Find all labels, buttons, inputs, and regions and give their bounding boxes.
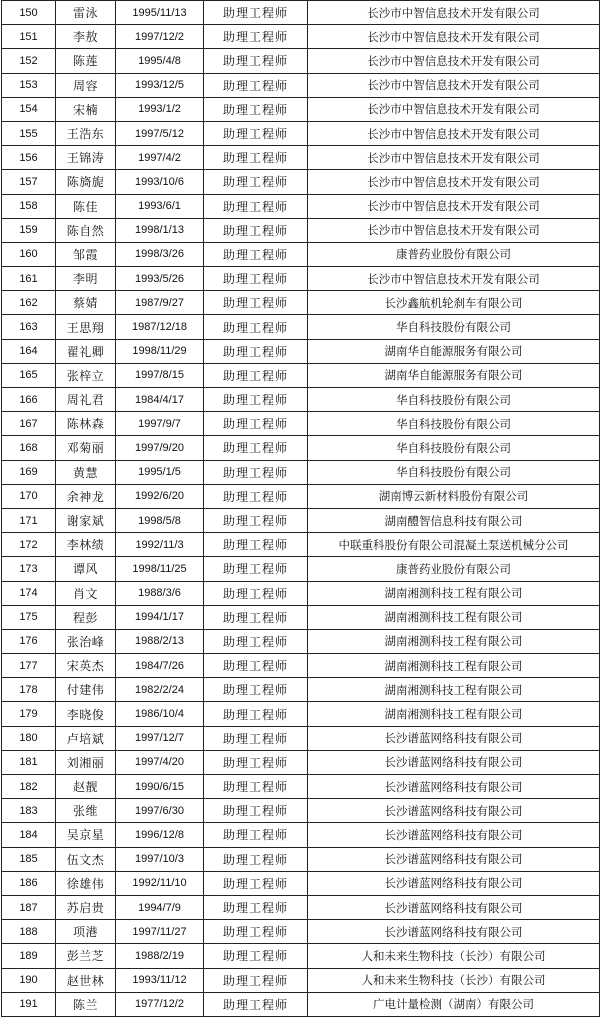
table-row: [2, 242, 600, 266]
birth-date: 1995/11/13: [116, 1, 204, 25]
company-name: 长沙谱蓝网络科技有限公司: [308, 871, 600, 895]
birth-date: 1995/1/5: [116, 460, 204, 484]
table-row: [2, 315, 600, 339]
table-row: [2, 291, 600, 315]
person-name: 苏启贵: [56, 895, 116, 919]
table-row: [2, 218, 600, 242]
row-number: 185: [2, 847, 56, 871]
birth-date: 1992/11/3: [116, 533, 204, 557]
table-row: [2, 823, 600, 847]
personnel-table: [1, 0, 600, 1017]
row-number: 159: [2, 218, 56, 242]
company-name: 华自科技股份有限公司: [308, 460, 600, 484]
job-title: 助理工程师: [204, 363, 308, 387]
job-title: 助理工程师: [204, 895, 308, 919]
person-name: 余神龙: [56, 484, 116, 508]
row-number: 150: [2, 1, 56, 25]
table-row: [2, 750, 600, 774]
table-row: [2, 49, 600, 73]
person-name: 翟礼卿: [56, 339, 116, 363]
birth-date: 1993/1/2: [116, 97, 204, 121]
table-row: [2, 146, 600, 170]
company-name: 长沙市中智信息技术开发有限公司: [308, 73, 600, 97]
birth-date: 1997/4/2: [116, 146, 204, 170]
person-name: 蔡婧: [56, 291, 116, 315]
birth-date: 1984/4/17: [116, 388, 204, 412]
job-title: 助理工程师: [204, 678, 308, 702]
company-name: 人和未来生物科技（长沙）有限公司: [308, 944, 600, 968]
company-name: 湖南华自能源服务有限公司: [308, 363, 600, 387]
birth-date: 1992/11/10: [116, 871, 204, 895]
table-row: [2, 702, 600, 726]
job-title: 助理工程师: [204, 436, 308, 460]
job-title: 助理工程师: [204, 702, 308, 726]
person-name: 李敖: [56, 25, 116, 49]
row-number: 151: [2, 25, 56, 49]
row-number: 173: [2, 557, 56, 581]
job-title: 助理工程师: [204, 25, 308, 49]
row-number: 153: [2, 73, 56, 97]
job-title: 助理工程师: [204, 97, 308, 121]
row-number: 164: [2, 339, 56, 363]
company-name: 湖南湘测科技工程有限公司: [308, 702, 600, 726]
row-number: 191: [2, 992, 56, 1016]
row-number: 176: [2, 629, 56, 653]
job-title: 助理工程师: [204, 508, 308, 532]
person-name: 肖文: [56, 581, 116, 605]
job-title: 助理工程师: [204, 146, 308, 170]
row-number: 162: [2, 291, 56, 315]
company-name: 华自科技股份有限公司: [308, 388, 600, 412]
table-row: [2, 508, 600, 532]
birth-date: 1993/11/12: [116, 968, 204, 992]
person-name: 伍文杰: [56, 847, 116, 871]
table-row: [2, 484, 600, 508]
person-name: 王思翔: [56, 315, 116, 339]
table-row: [2, 25, 600, 49]
table-row: [2, 460, 600, 484]
person-name: 陈林森: [56, 412, 116, 436]
company-name: 康普药业股份有限公司: [308, 557, 600, 581]
person-name: 吴京星: [56, 823, 116, 847]
person-name: 李晓俊: [56, 702, 116, 726]
table-row: [2, 170, 600, 194]
table-row: [2, 363, 600, 387]
job-title: 助理工程师: [204, 49, 308, 73]
job-title: 助理工程师: [204, 920, 308, 944]
row-number: 189: [2, 944, 56, 968]
person-name: 赵靓: [56, 775, 116, 799]
company-name: 华自科技股份有限公司: [308, 412, 600, 436]
birth-date: 1988/2/19: [116, 944, 204, 968]
table-row: [2, 557, 600, 581]
company-name: 人和未来生物科技（长沙）有限公司: [308, 968, 600, 992]
company-name: 长沙谱蓝网络科技有限公司: [308, 847, 600, 871]
birth-date: 1993/5/26: [116, 267, 204, 291]
row-number: 161: [2, 267, 56, 291]
company-name: 长沙市中智信息技术开发有限公司: [308, 218, 600, 242]
company-name: 华自科技股份有限公司: [308, 315, 600, 339]
table-row: [2, 339, 600, 363]
person-name: 周礼君: [56, 388, 116, 412]
job-title: 助理工程师: [204, 242, 308, 266]
company-name: 长沙市中智信息技术开发有限公司: [308, 267, 600, 291]
birth-date: 1997/6/30: [116, 799, 204, 823]
person-name: 陈莲: [56, 49, 116, 73]
birth-date: 1997/12/7: [116, 726, 204, 750]
birth-date: 1997/11/27: [116, 920, 204, 944]
birth-date: 1995/4/8: [116, 49, 204, 73]
company-name: 湖南湘测科技工程有限公司: [308, 678, 600, 702]
job-title: 助理工程师: [204, 194, 308, 218]
company-name: 长沙市中智信息技术开发有限公司: [308, 1, 600, 25]
birth-date: 1997/4/20: [116, 750, 204, 774]
job-title: 助理工程师: [204, 315, 308, 339]
row-number: 156: [2, 146, 56, 170]
birth-date: 1993/6/1: [116, 194, 204, 218]
birth-date: 1997/9/7: [116, 412, 204, 436]
table-row: [2, 1, 600, 25]
birth-date: 1984/7/26: [116, 654, 204, 678]
job-title: 助理工程师: [204, 992, 308, 1016]
job-title: 助理工程师: [204, 388, 308, 412]
row-number: 188: [2, 920, 56, 944]
row-number: 177: [2, 654, 56, 678]
table-row: [2, 388, 600, 412]
person-name: 陈旖旎: [56, 170, 116, 194]
job-title: 助理工程师: [204, 823, 308, 847]
job-title: 助理工程师: [204, 944, 308, 968]
row-number: 170: [2, 484, 56, 508]
person-name: 张治峰: [56, 629, 116, 653]
person-name: 邹霞: [56, 242, 116, 266]
birth-date: 1987/12/18: [116, 315, 204, 339]
person-name: 李林绩: [56, 533, 116, 557]
job-title: 助理工程师: [204, 412, 308, 436]
person-name: 项港: [56, 920, 116, 944]
row-number: 184: [2, 823, 56, 847]
company-name: 长沙市中智信息技术开发有限公司: [308, 170, 600, 194]
company-name: 湖南湘测科技工程有限公司: [308, 629, 600, 653]
row-number: 187: [2, 895, 56, 919]
birth-date: 1988/2/13: [116, 629, 204, 653]
birth-date: 1986/10/4: [116, 702, 204, 726]
job-title: 助理工程师: [204, 460, 308, 484]
job-title: 助理工程师: [204, 750, 308, 774]
person-name: 徐雄伟: [56, 871, 116, 895]
birth-date: 1998/11/29: [116, 339, 204, 363]
person-name: 陈兰: [56, 992, 116, 1016]
birth-date: 1997/9/20: [116, 436, 204, 460]
company-name: 长沙市中智信息技术开发有限公司: [308, 146, 600, 170]
job-title: 助理工程师: [204, 218, 308, 242]
row-number: 174: [2, 581, 56, 605]
birth-date: 1998/1/13: [116, 218, 204, 242]
job-title: 助理工程师: [204, 726, 308, 750]
person-name: 宋楠: [56, 97, 116, 121]
company-name: 湖南湘测科技工程有限公司: [308, 581, 600, 605]
company-name: 长沙市中智信息技术开发有限公司: [308, 121, 600, 145]
person-name: 王浩东: [56, 121, 116, 145]
table-row: [2, 412, 600, 436]
row-number: 169: [2, 460, 56, 484]
table-row: [2, 920, 600, 944]
job-title: 助理工程师: [204, 291, 308, 315]
company-name: 湖南湘测科技工程有限公司: [308, 654, 600, 678]
birth-date: 1997/5/12: [116, 121, 204, 145]
row-number: 163: [2, 315, 56, 339]
company-name: 华自科技股份有限公司: [308, 436, 600, 460]
job-title: 助理工程师: [204, 654, 308, 678]
birth-date: 1990/6/15: [116, 775, 204, 799]
person-name: 陈自然: [56, 218, 116, 242]
row-number: 168: [2, 436, 56, 460]
table-row: [2, 436, 600, 460]
row-number: 152: [2, 49, 56, 73]
birth-date: 1997/10/3: [116, 847, 204, 871]
job-title: 助理工程师: [204, 871, 308, 895]
person-name: 卢培斌: [56, 726, 116, 750]
table-row: [2, 121, 600, 145]
person-name: 周容: [56, 73, 116, 97]
birth-date: 1997/8/15: [116, 363, 204, 387]
birth-date: 1992/6/20: [116, 484, 204, 508]
person-name: 程彭: [56, 605, 116, 629]
job-title: 助理工程师: [204, 121, 308, 145]
company-name: 长沙谱蓝网络科技有限公司: [308, 750, 600, 774]
person-name: 雷泳: [56, 1, 116, 25]
company-name: 湖南湘测科技工程有限公司: [308, 605, 600, 629]
row-number: 175: [2, 605, 56, 629]
birth-date: 1998/5/8: [116, 508, 204, 532]
person-name: 谢家斌: [56, 508, 116, 532]
table-row: [2, 73, 600, 97]
table-row: [2, 968, 600, 992]
person-name: 彭兰芝: [56, 944, 116, 968]
row-number: 160: [2, 242, 56, 266]
birth-date: 1987/9/27: [116, 291, 204, 315]
row-number: 154: [2, 97, 56, 121]
company-name: 湖南华自能源服务有限公司: [308, 339, 600, 363]
company-name: 广电计量检测（湖南）有限公司: [308, 992, 600, 1016]
birth-date: 1998/3/26: [116, 242, 204, 266]
birth-date: 1997/12/2: [116, 25, 204, 49]
birth-date: 1994/1/17: [116, 605, 204, 629]
person-name: 付建伟: [56, 678, 116, 702]
table-row: [2, 726, 600, 750]
row-number: 182: [2, 775, 56, 799]
row-number: 186: [2, 871, 56, 895]
row-number: 178: [2, 678, 56, 702]
company-name: 长沙谱蓝网络科技有限公司: [308, 895, 600, 919]
company-name: 长沙谱蓝网络科技有限公司: [308, 799, 600, 823]
table-body: [2, 1, 600, 1017]
table-row: [2, 678, 600, 702]
company-name: 康普药业股份有限公司: [308, 242, 600, 266]
company-name: 长沙市中智信息技术开发有限公司: [308, 194, 600, 218]
birth-date: 1994/7/9: [116, 895, 204, 919]
job-title: 助理工程师: [204, 581, 308, 605]
person-name: 谭风: [56, 557, 116, 581]
job-title: 助理工程师: [204, 629, 308, 653]
row-number: 180: [2, 726, 56, 750]
birth-date: 1982/2/24: [116, 678, 204, 702]
person-name: 刘湘丽: [56, 750, 116, 774]
table-row: [2, 944, 600, 968]
table-row: [2, 97, 600, 121]
job-title: 助理工程师: [204, 484, 308, 508]
birth-date: 1998/11/25: [116, 557, 204, 581]
company-name: 中联重科股份有限公司混凝土泵送机械分公司: [308, 533, 600, 557]
job-title: 助理工程师: [204, 557, 308, 581]
table-row: [2, 895, 600, 919]
company-name: 长沙鑫航机轮刹车有限公司: [308, 291, 600, 315]
person-name: 张梓立: [56, 363, 116, 387]
table-row: [2, 799, 600, 823]
person-name: 宋英杰: [56, 654, 116, 678]
job-title: 助理工程师: [204, 799, 308, 823]
person-name: 王锦涛: [56, 146, 116, 170]
table-row: [2, 654, 600, 678]
row-number: 165: [2, 363, 56, 387]
job-title: 助理工程师: [204, 170, 308, 194]
job-title: 助理工程师: [204, 775, 308, 799]
row-number: 183: [2, 799, 56, 823]
company-name: 长沙谱蓝网络科技有限公司: [308, 775, 600, 799]
row-number: 155: [2, 121, 56, 145]
table-row: [2, 629, 600, 653]
person-name: 陈佳: [56, 194, 116, 218]
job-title: 助理工程师: [204, 1, 308, 25]
birth-date: 1993/10/6: [116, 170, 204, 194]
row-number: 190: [2, 968, 56, 992]
table-row: [2, 847, 600, 871]
row-number: 166: [2, 388, 56, 412]
job-title: 助理工程师: [204, 339, 308, 363]
company-name: 长沙市中智信息技术开发有限公司: [308, 97, 600, 121]
person-name: 黄慧: [56, 460, 116, 484]
table-row: [2, 992, 600, 1016]
row-number: 179: [2, 702, 56, 726]
row-number: 157: [2, 170, 56, 194]
job-title: 助理工程师: [204, 847, 308, 871]
person-name: 赵世林: [56, 968, 116, 992]
birth-date: 1977/12/2: [116, 992, 204, 1016]
job-title: 助理工程师: [204, 73, 308, 97]
company-name: 长沙谱蓝网络科技有限公司: [308, 920, 600, 944]
company-name: 长沙谱蓝网络科技有限公司: [308, 726, 600, 750]
company-name: 长沙市中智信息技术开发有限公司: [308, 49, 600, 73]
row-number: 181: [2, 750, 56, 774]
person-name: 张维: [56, 799, 116, 823]
job-title: 助理工程师: [204, 605, 308, 629]
table-row: [2, 605, 600, 629]
company-name: 长沙谱蓝网络科技有限公司: [308, 823, 600, 847]
table-row: [2, 581, 600, 605]
job-title: 助理工程师: [204, 267, 308, 291]
row-number: 172: [2, 533, 56, 557]
table-row: [2, 533, 600, 557]
table-row: [2, 194, 600, 218]
row-number: 158: [2, 194, 56, 218]
company-name: 湖南醴智信息科技有限公司: [308, 508, 600, 532]
company-name: 长沙市中智信息技术开发有限公司: [308, 25, 600, 49]
company-name: 湖南博云新材料股份有限公司: [308, 484, 600, 508]
table-row: [2, 775, 600, 799]
row-number: 167: [2, 412, 56, 436]
person-name: 李明: [56, 267, 116, 291]
birth-date: 1993/12/5: [116, 73, 204, 97]
person-name: 邓菊丽: [56, 436, 116, 460]
row-number: 171: [2, 508, 56, 532]
birth-date: 1988/3/6: [116, 581, 204, 605]
table-row: [2, 871, 600, 895]
job-title: 助理工程师: [204, 533, 308, 557]
job-title: 助理工程师: [204, 968, 308, 992]
birth-date: 1996/12/8: [116, 823, 204, 847]
table-row: [2, 267, 600, 291]
